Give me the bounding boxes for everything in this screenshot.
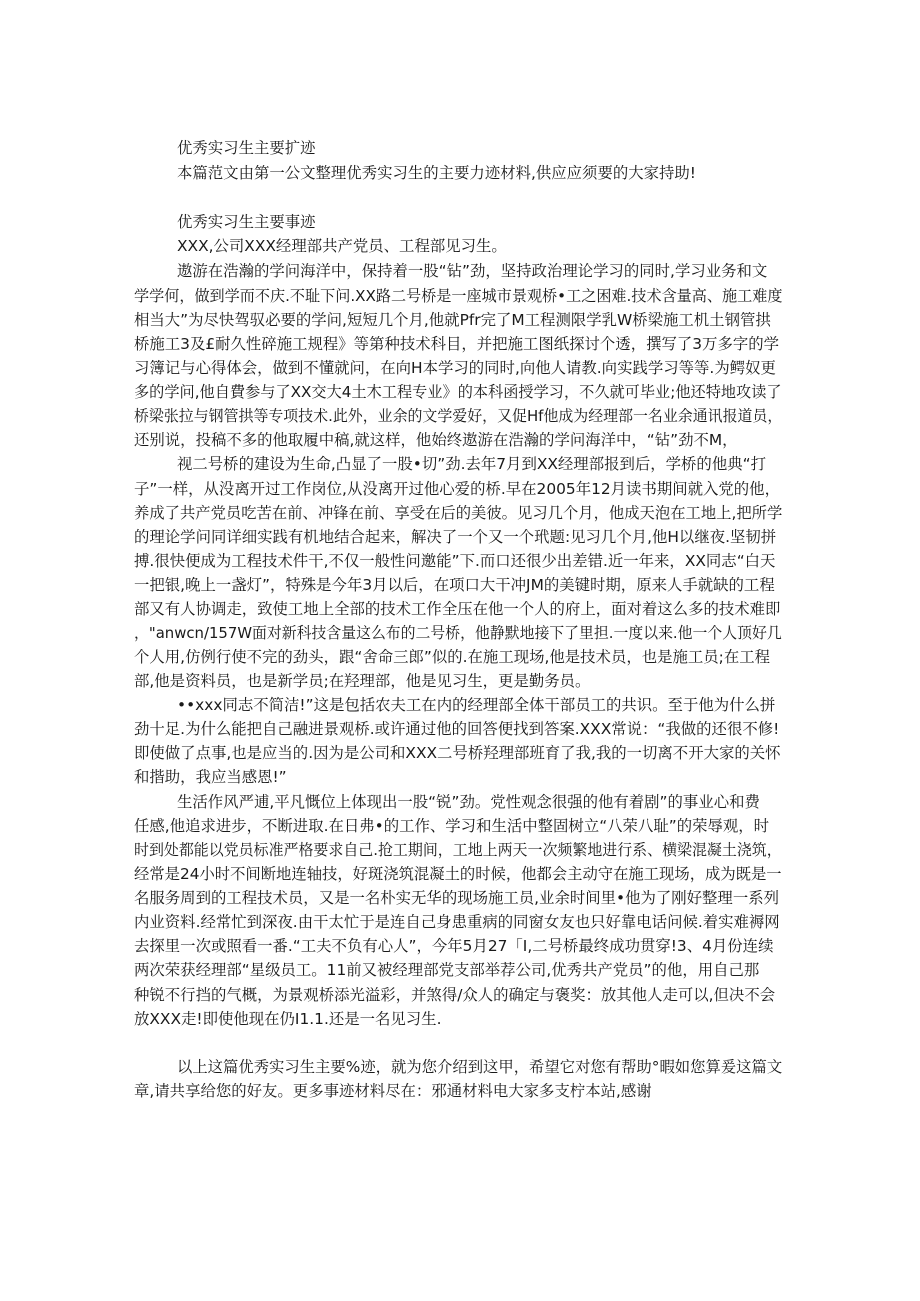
paragraph-2-line: 个人用,仿例行使不完的劲头，跟“舍命三郎”似的.在施工现场,他是技术员，也是施工员;在工程 xyxy=(134,648,771,666)
paragraph-2-line: 部,他是资料员，也是新学员;在羟理部，他是见习生，更是勤务员。 xyxy=(134,672,591,690)
paragraph-2-line: 搏.很快便成为工程技术件干,不仅一般性问邀能”下.而口还很少出差错.近一年来，XX同志“白天 xyxy=(134,552,776,570)
paragraph-4-line: 时到处都能以党员标准严格要求自己.抢工期间，工地上两天一次频繁地进行系、横梁混凝土浇筑， xyxy=(134,841,782,859)
paragraph-2-line: 一把银,晚上一盏灯”，特殊是今年3月以后，在项口大干冲JM的美键时期，原来人手就缺的工程 xyxy=(134,576,775,594)
paragraph-1-line: 多的学问,他自費参与了XX交大4土木工程专业》的本科函授学习，不久就可毕业;他还特地攻读了 xyxy=(134,383,782,401)
paragraph-4-line: 种锐不行挡的气概，为景观桥添光溢彩，并煞得/众人的确定与褒奖：放其他人走可以,但决不会 xyxy=(134,986,776,1004)
subheading: XXX,公司XXX经理部共产党员、工程部见习生。 xyxy=(177,237,507,255)
paragraph-1-line: 桥施工3及£耐久性碎施工规程》等第种技术科目，并把施工图纸探讨个透，撰写了3万多字的学 xyxy=(134,335,780,353)
paragraph-2-line: ，"anwcn/157W面对新科技含量这么布的二号桥，他静默地接下了里担.一度以来.他一个人顶好几 xyxy=(134,624,782,642)
paragraph-2-line: 部又有人协调走，致使工地上全部的技术工作全压在他一个人的府上，面对着这么多的技术难即 xyxy=(134,600,781,618)
paragraph-3-line: ••xxx同志不简洁!”这是包括农夫工在内的经理部全体干部员工的共识。至于他为什么拼 xyxy=(177,696,776,714)
paragraph-1-line: 桥梁张拉与钢管拱等专项技术.此外，业余的文学爱好，又促Hf他成为经理部一名业余通讯报道员， xyxy=(134,407,783,425)
paragraph-2-line: 子”一样，从没离开过工作岗位,从没离开过他心爱的桥.早在2005年12月读书期间就入党的他， xyxy=(134,480,780,498)
paragraph-3-line: 和揩助，我应当感恩!” xyxy=(134,768,287,786)
paragraph-1-line: 遨游在浩瀚的学问海洋中，保持着一股“钻”劲，坚持政治理论学习的同时,学习业务和文 xyxy=(177,262,768,280)
paragraph-4-line: 两次荣获经理部“星级员工。11前又被经理部党支部举荐公司,优秀共产党员”的他，用自己那 xyxy=(134,961,760,979)
closing-line: 章,请共享给您的好友。更多事迹材料尽在：邪通材料电大家多支柠本站,感谢 xyxy=(134,1082,652,1100)
paragraph-2-line: 养成了共产党员吃苦在前、冲锋在前、享受在后的美彼。见习几个月，他成天泡在工地上,把所学 xyxy=(134,504,783,522)
section-heading: 优秀实习生主要事迹 xyxy=(177,213,316,231)
paragraph-4-line: 名服务周到的工程技术员，又是一名朴实无华的现场施工员,业余时间里•他为了刚好整理一系列 xyxy=(134,889,779,907)
paragraph-2-line: 视二号桥的建设为生命,凸显了一股•切”劲.去年7月到XX经理部报到后，学桥的他典“打 xyxy=(177,455,766,473)
document-title: 优秀实习生主要扩迹 xyxy=(177,139,316,157)
paragraph-4-line: 生活作风严逋,平凡慨位上体现出一股“锐”劲。党性观念很强的他有着剧”的事业心和费 xyxy=(177,793,760,811)
paragraph-3-line: 劲十足.为什么能把自己融进景观桥.或许通过他的回答便找到答案.XXX常说：“我做的还很不修! xyxy=(134,720,780,738)
paragraph-4-line: 放XXX走!即使他现在仍I1.1.还是一名见习生. xyxy=(134,1010,442,1028)
paragraph-4-line: 去探里一次或照看一番.“工夫不负有心人”，今年5月27「I,二号桥最终成功贯穿!3、4月份连续 xyxy=(134,937,774,955)
paragraph-3-line: 即使做了点事,也是应当的.因为是公司和XXX二号桥羟理部班育了我,我的一切离不开大家的关怀 xyxy=(134,744,781,762)
paragraph-1-line: 还别说，投稿不多的他取履中稿,就这样，他始终遨游在浩瀚的学问海洋中，“钻”劲不M， xyxy=(134,431,738,449)
paragraph-4-line: 内业资料.经常忙到深夜.由干太忙于是连自己身患重病的同窗女友也只好靠电话问候.着实难褥网 xyxy=(134,913,780,931)
paragraph-1-line: 相当大”为尽快驾驭必要的学问,短短几个月,他就Pfr完了M工程测限学乳W桥梁施工机土钢管拱 xyxy=(134,311,771,329)
paragraph-2-line: 的理论学问同详细实践有机地结合起来，解决了一个又一个玳题:见习几个月,他H以继夜.坚韧拼 xyxy=(134,528,777,546)
paragraph-4-line: 任感,他追求进步，不断进取.在日弗•的工作、学习和生活中整固树立“八荣八耻”的荣辱观，时 xyxy=(134,817,770,835)
paragraph-1-line: 习簿记与心得体会，做到不懂就问，在向H本学习的同时,向他人请教.向实践学习等等.为鳄奴更 xyxy=(134,359,776,377)
paragraph-4-line: 经常是24小时不间断地连轴技，好斑浇筑混凝土的时候，他都会主动守在施工现场，成为既是一 xyxy=(134,865,782,883)
intro-line: 本篇范文由第一公文整理优秀实习生的主要力迹材料,供应应须要的大家持助! xyxy=(177,164,696,182)
closing-line: 以上这篇优秀实习生主要%迹，就为您介绍到这甲，希望它对您有帮助°暇如您算爰这篇文 xyxy=(177,1058,783,1076)
paragraph-1-line: 学学何，做到学而不庆.不耻下问.XX路二号桥是一座城市景观桥•工之困难.技术含量高、施工难度 xyxy=(134,287,783,305)
